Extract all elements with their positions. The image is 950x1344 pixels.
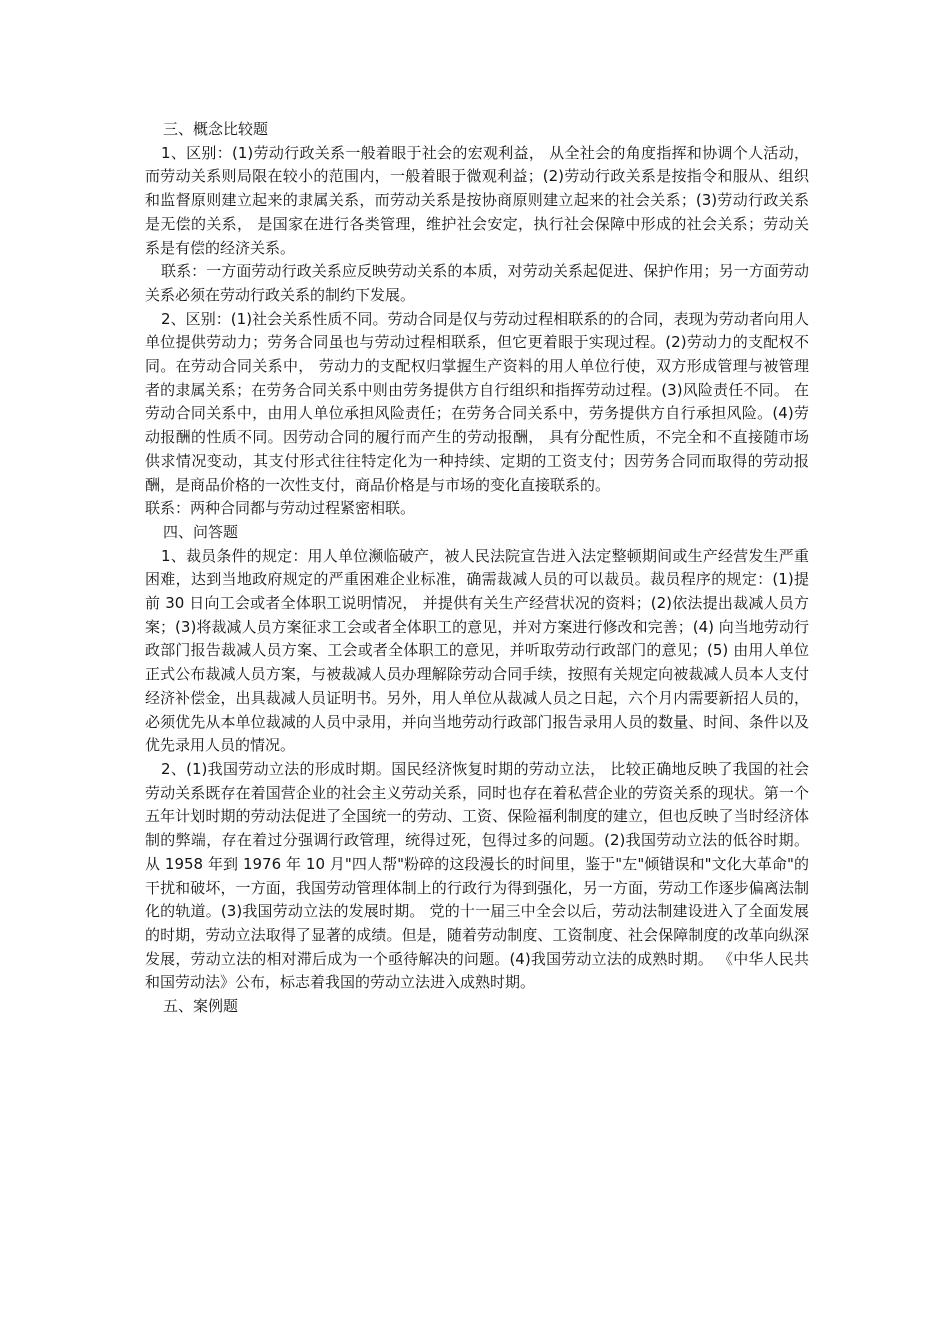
paragraph-qa-1: 1、裁员条件的规定：用人单位濒临破产，被人民法院宣告进入法定整顿期间或生产经营发生严重困难，达到当地政府规定的严重困难企业标准，确需裁减人员的可以裁员。裁员程序的规定：(1)提前 30 日向工会或者全体职工说明情况， 并提供有关生产经营状况的资料；(2)依法提出裁减人员方案；(3)将裁减人员方案征求工会或者全体职工的意见，并对方案进行修改和完善；(4) 向当地劳动行政部门报告裁减人员方案、工会或者全体职工的意见，并听取劳动行政部门的意见；(5) 由用人单位正式公布裁减人员方案，与被裁减人员办理解除劳动合同手续，按照有关规定向被裁减人员本人支付经济补偿金，出具裁减人员证明书。另外，用人单位从裁减人员之日起，六个月内需要新招人员的，必须优先从本单位裁减的人员中录用，并向当地劳动行政部门报告录用人员的数量、时间、条件以及优先录用人员的情况。 (145, 546, 809, 755)
paragraph-comparison-1-difference: 1、区别：(1)劳动行政关系一般着眼于社会的宏观利益， 从全社会的角度指挥和协调个人活动，而劳动关系则局限在较小的范围内，一般着眼于微观利益；(2)劳动行政关系是按指令和服从、组织和监督原则建立起来的隶属关系，而劳动关系是按协商原则建立起来的社会关系；(3)劳动行政关系是无偿的关系， 是国家在进行各类管理，维护社会安定，执行社会保障中形成的社会关系；劳动关系是有偿的经济关系。 (145, 143, 809, 257)
paragraph-comparison-1-relation: 联系：一方面劳动行政关系应反映劳动关系的本质，对劳动关系起促进、保护作用；另一方面劳动关系必须在劳动行政关系的制约下发展。 (145, 262, 809, 304)
paragraph-qa-2: 2、(1)我国劳动立法的形成时期。国民经济恢复时期的劳动立法， 比较正确地反映了我国的社会劳动关系既存在着国营企业的社会主义劳动关系，同时也存在着私营企业的劳资关系的现状。第一个五年计划时期的劳动法促进了全国统一的劳动、工资、保险福利制度的建立，但也反映了当时经济体制的弊端，存在着过分强调行政管理，统得过死，包得过多的问题。(2)我国劳动立法的低谷时期。从 1958 年到 1976 年 10 月"四人帮"粉碎的这段漫长的时间里，鉴于"左"倾错误和"文化大革命"的干扰和破坏，一方面，我国劳动管理体制上的行政行为得到强化，另一方面，劳动工作逐步偏离法制化的轨道。(3)我国劳动立法的发展时期。 党的十一届三中全会以后，劳动法制建设进入了全面发展的时期，劳动立法取得了显著的成绩。但是，随着劳动制度、工资制度、社会保障制度的改革向纵深发展，劳动立法的相对滞后成为一个亟待解决的问题。(4)我国劳动立法的成熟时期。 《中华人民共和国劳动法》公布，标志着我国的劳动立法进入成熟时期。 (145, 759, 809, 992)
paragraph-comparison-2-relation: 联系：两种合同都与劳动过程紧密相联。 (145, 499, 416, 518)
section-heading-case-study: 五、案例题 (163, 997, 239, 1016)
section-heading-concept-comparison: 三、概念比较题 (163, 120, 269, 138)
section-heading-qa: 四、问答题 (163, 522, 239, 541)
document-body (145, 118, 809, 1019)
paragraph-comparison-2-difference: 2、区别：(1)社会关系性质不同。劳动合同是仅与劳动过程相联系的的合同，表现为劳动者向用人单位提供劳动力；劳务合同虽也与劳动过程相联系，但它更着眼于实现过程。(2)劳动力的支配权不同。在劳动合同关系中， 劳动力的支配权归掌握生产资料的用人单位行使，双方形成管理与被管理者的隶属关系；在劳务合同关系中则由劳务提供方自行组织和指挥劳动过程。(3)风险责任不同。 在劳动合同关系中，由用人单位承担风险责任；在劳务合同关系中，劳务提供方自行承担风险。(4)劳动报酬的性质不同。因劳动合同的履行而产生的劳动报酬， 具有分配性质，不完全和不直接随市场供求情况变动，其支付形式往往特定化为一种持续、定期的工资支付；因劳务合同而取得的劳动报酬，是商品价格的一次性支付，商品价格是与市场的变化直接联系的。 (145, 309, 809, 494)
